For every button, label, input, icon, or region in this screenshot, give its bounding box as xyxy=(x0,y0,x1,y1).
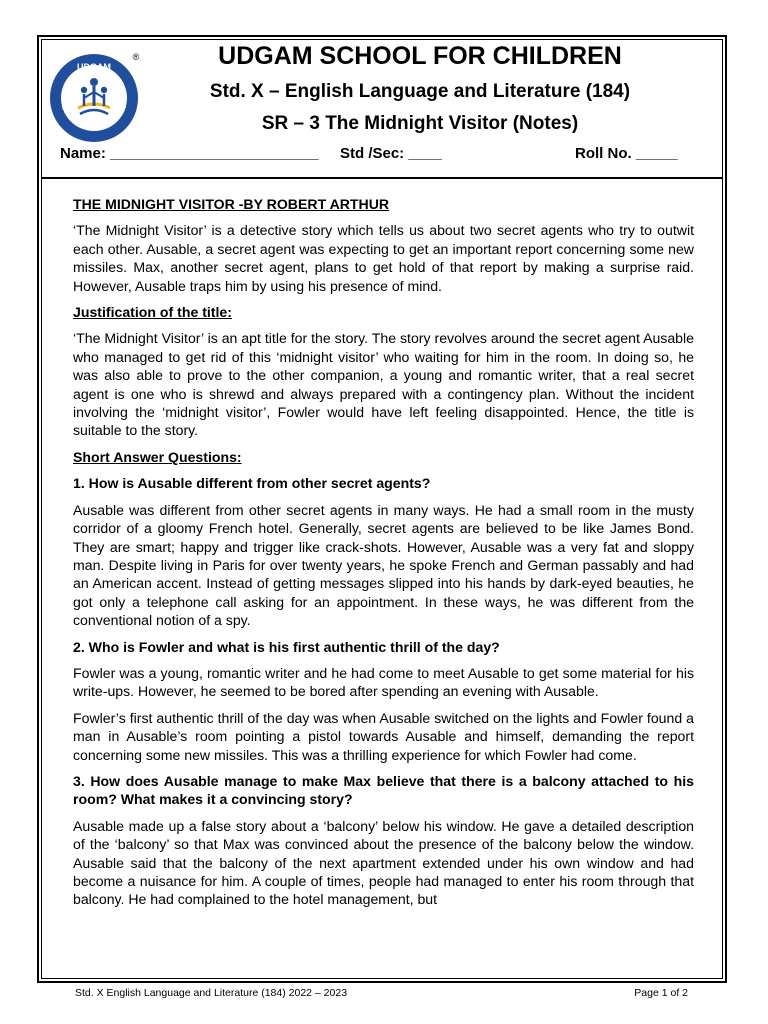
justification-paragraph: ‘The Midnight Visitor’ is an apt title for the story. The story revolves around the secret agent Ausable who managed to get rid of this ‘midnight visitor’ who waiting for him in the room. In doing so, he was also able to prove to the other companion, a young and romantic writer, that a real secret agent is one who is shrewd and always prepared with a contingency plan. Without the incident involving the ‘midnight visitor’, Fowler would have left feeling disappointed. Hence, the title is suitable to the story. xyxy=(73,330,694,439)
footer-course-label: Std. X English Language and Literature (184) 2022 – 2023 xyxy=(75,987,348,999)
name-field-label: Name: _________________________ xyxy=(60,145,319,162)
logo-ring-text: SCHOOL FOR CHILDREN xyxy=(59,104,129,132)
notes-body xyxy=(73,195,694,917)
short-answer-heading: Short Answer Questions: xyxy=(73,448,242,465)
answer-1: Ausable was different from other secret agents in many ways. He had a small room in the musty corridor of a gloomy French hotel. Generally, secret agents are believed to be like James Bond. They are smart; happy and trigger like crack-shots. However, Ausable was a very fat and sloppy man. Despite living in Paris for over twenty years, he spoke French and German passably and had an American accent. Instead of getting messages slipped into his hands by dark-eyed beauties, he got only a telephone call asking for an appointment. In these ways, he was different from the conventional notion of a spy. xyxy=(73,501,694,629)
footer-page-number: Page 1 of 2 xyxy=(634,987,688,999)
school-logo xyxy=(48,48,144,144)
registered-mark: ® xyxy=(132,52,140,62)
answer-2-part-1: Fowler was a young, romantic writer and he had come to meet Ausable to get some material for his write-ups. However, he seemed to be bored after spending an evening with Ausable. xyxy=(73,664,694,700)
subject-line: Std. X – English Language and Literature (184) xyxy=(209,81,631,102)
justification-heading: Justification of the title: xyxy=(73,304,232,321)
answer-2-part-2: Fowler’s first authentic thrill of the day was when Ausable switched on the lights and Fowler found a man in Ausable’s room pointing a pistol towards Ausable and himself, demanding the report concerning some new missiles. This was a thrilling experience for which Fowler had come. xyxy=(73,709,694,763)
question-1: 1. How is Ausable different from other secret agents? xyxy=(73,475,431,492)
std-sec-field-label: Std /Sec: ____ xyxy=(340,145,442,162)
question-3: 3. How does Ausable manage to make Max believe that there is a balcony attached to his room? What makes it a convincing story? xyxy=(73,772,694,808)
roll-no-field-label: Roll No. _____ xyxy=(575,145,678,162)
question-2: 2. Who is Fowler and what is his first authentic thrill of the day? xyxy=(73,638,500,655)
logo-top-text: UDGAM xyxy=(77,62,111,72)
school-name: UDGAM SCHOOL FOR CHILDREN xyxy=(218,42,622,70)
main-heading: THE MIDNIGHT VISITOR -BY ROBERT ARTHUR xyxy=(73,196,390,212)
answer-3: Ausable made up a false story about a ‘balcony’ below his window. He gave a detailed description of the ‘balcony’ so that Max was convinced about the presence of the balcony below the window. Ausable said that the balcony of the next apartment extended under his own window and had become a nuisance for him. A couple of times, people had managed to enter his room through that balcony. He had complained to the hotel management, but xyxy=(73,817,694,908)
topic-line: SR – 3 The Midnight Visitor (Notes) xyxy=(261,113,579,134)
intro-paragraph: ‘The Midnight Visitor’ is a detective story which tells us about two secret agents who try to outwit each other. Ausable, a secret agent was expecting to get an important report concerning some new missiles. Max, another secret agent, plans to get hold of that report by making a surprise raid. However, Ausable traps him by using his presence of mind. xyxy=(73,222,694,294)
